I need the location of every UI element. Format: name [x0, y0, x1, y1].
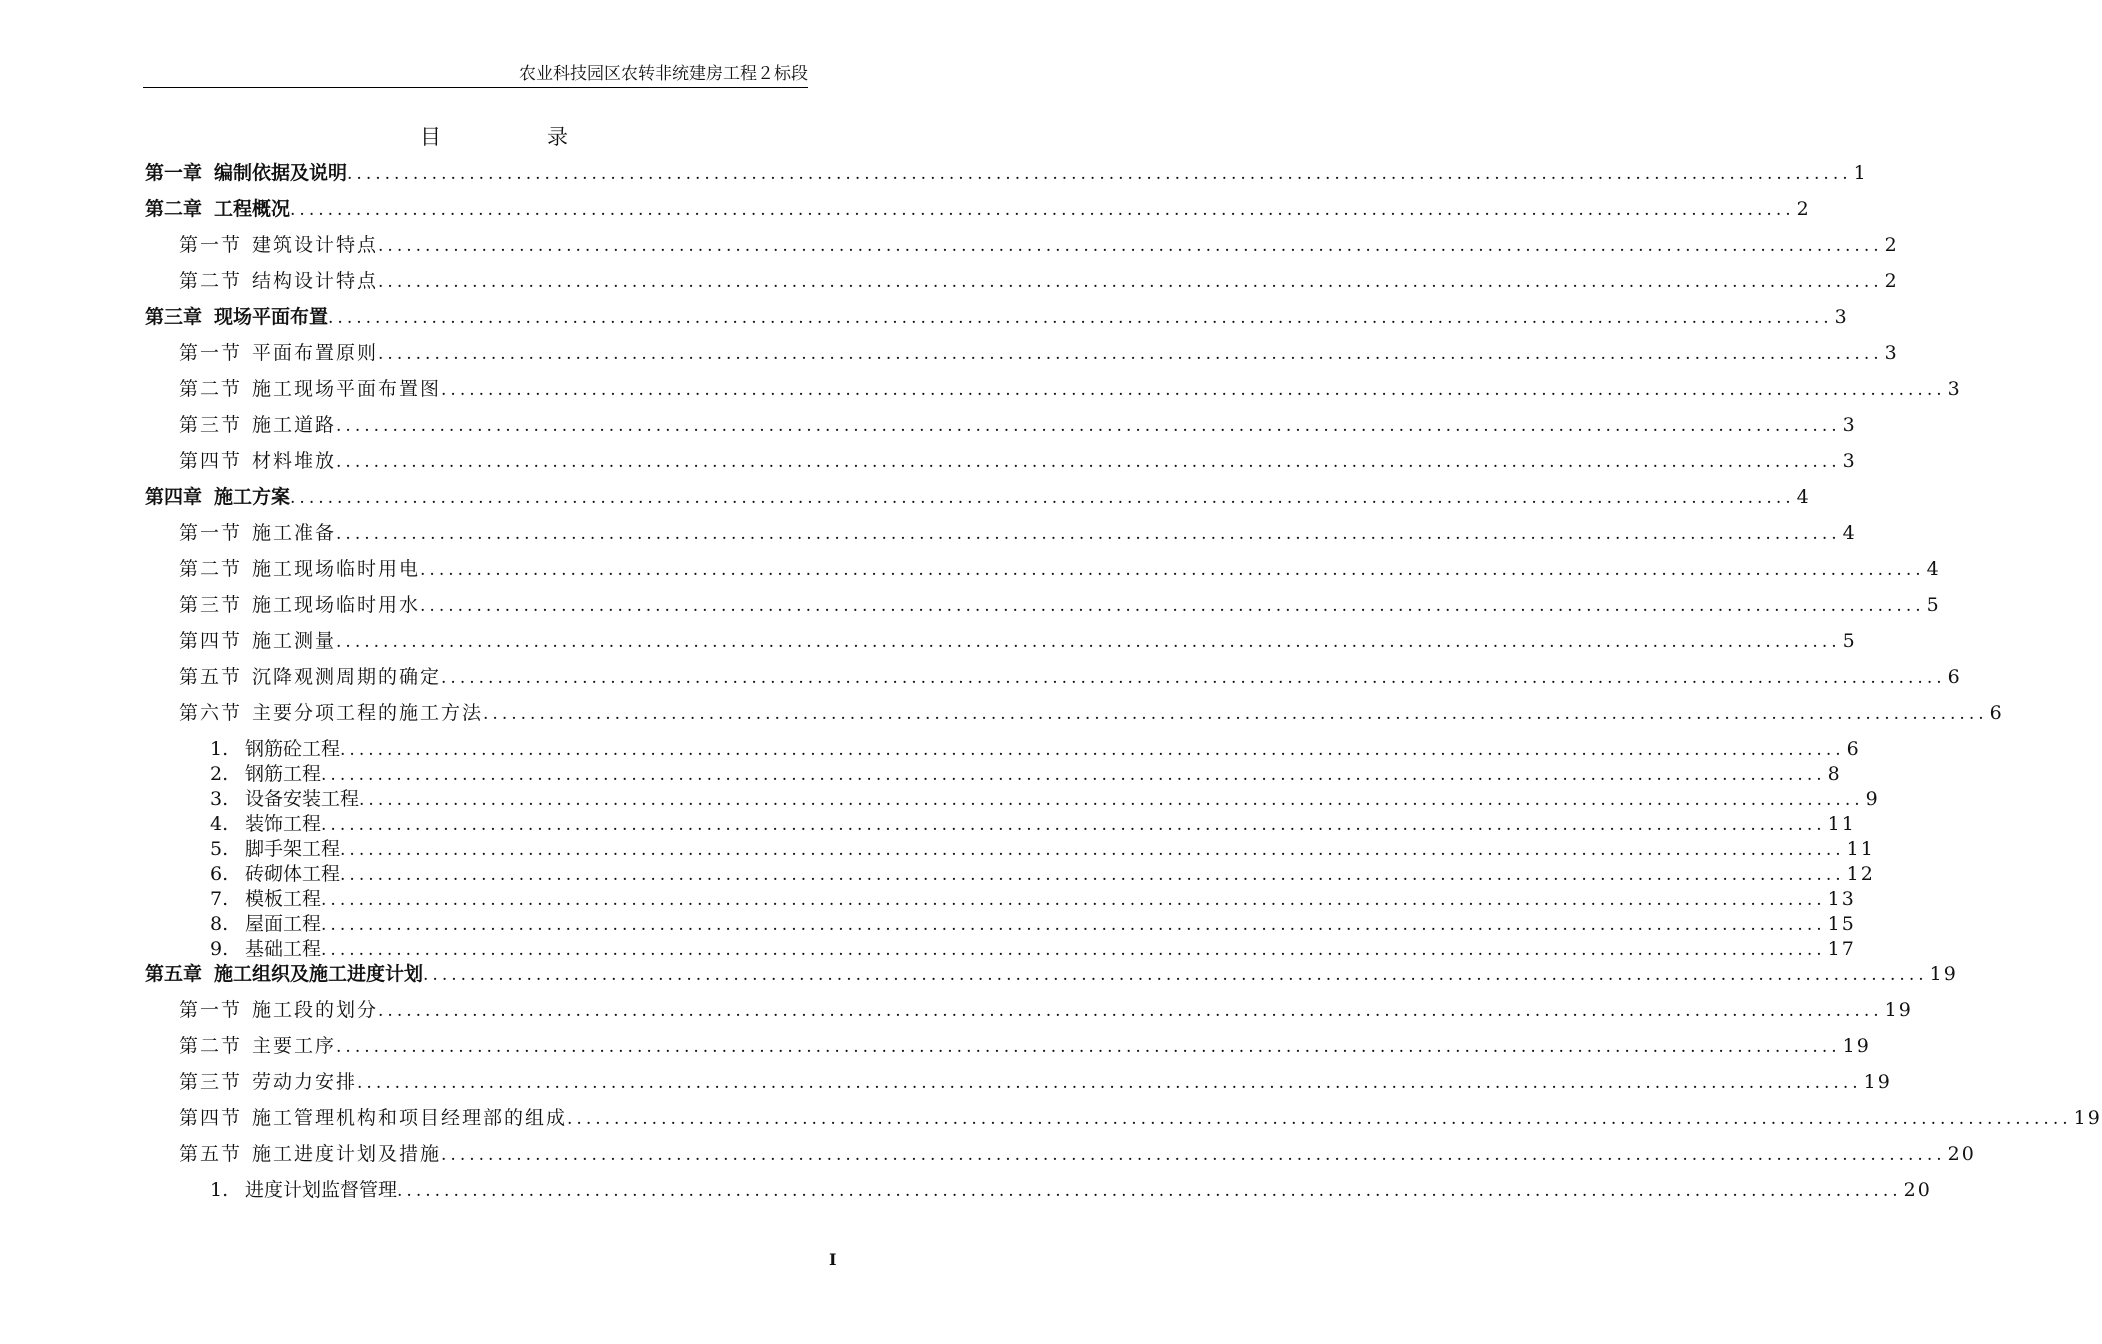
toc-entry-label: [145, 486, 290, 508]
toc-entry[interactable]: [179, 378, 1962, 401]
toc-entry-prefix: 第二节: [179, 558, 243, 580]
toc-entry[interactable]: [179, 702, 2004, 725]
toc-entry-label: [145, 198, 290, 220]
toc-entry-label: [210, 938, 321, 960]
toc-dot-leader: ................................................................................................................................................................: [441, 380, 1946, 400]
toc-dot-leader: ................................................................................................................................................................: [397, 1181, 1902, 1201]
toc-entry-page: 6: [1947, 666, 1962, 688]
toc-entry-label: [210, 763, 321, 785]
toc-entry-prefix: 第二节: [179, 270, 243, 292]
toc-entry-prefix: 第五节: [179, 1143, 243, 1165]
toc-entry-page: 2: [1884, 270, 1899, 292]
toc-entry-page: 1: [1853, 162, 1868, 184]
toc-entry-label: [179, 234, 378, 256]
toc-entry-title: 材料堆放: [252, 450, 337, 472]
toc-entry-title: 主要分项工程的施工方法: [252, 702, 484, 724]
toc-entry-label: [210, 813, 321, 835]
toc-entry-prefix: 5.: [210, 838, 229, 860]
toc-entry-page: 2: [1796, 198, 1811, 220]
toc-entry-title: 模板工程: [245, 888, 322, 910]
toc-dot-leader: ................................................................................................................................................................: [359, 790, 1864, 810]
toc-entry[interactable]: [179, 414, 1857, 437]
toc-dot-leader: ................................................................................................................................................................: [321, 815, 1826, 835]
toc-entry-page: 3: [1947, 378, 1962, 400]
toc-entry-prefix: 第一章: [145, 162, 203, 184]
toc-entry-prefix: 第一节: [179, 342, 243, 364]
toc-entry-page: 6: [1989, 702, 2004, 724]
toc-entry-title: 结构设计特点: [252, 270, 379, 292]
toc-entry-prefix: 第二节: [179, 1035, 243, 1057]
toc-dot-leader: ................................................................................................................................................................: [567, 1109, 2072, 1129]
toc-dot-leader: ................................................................................................................................................................: [336, 452, 1841, 472]
toc-entry-title: 主要工序: [252, 1035, 337, 1057]
toc-entry[interactable]: [210, 888, 1856, 911]
toc-entry-label: [210, 838, 340, 860]
toc-entry-title: 建筑设计特点: [252, 234, 379, 256]
toc-dot-leader: ................................................................................................................................................................: [336, 632, 1841, 652]
toc-entry[interactable]: [210, 863, 1875, 886]
toc-entry-prefix: 第六节: [179, 702, 243, 724]
toc-entry[interactable]: [145, 162, 1868, 185]
toc-dot-leader: ................................................................................................................................................................: [328, 308, 1833, 328]
toc-entry[interactable]: [210, 1179, 1932, 1202]
toc-entry-title: 施工准备: [252, 522, 337, 544]
toc-dot-leader: ................................................................................................................................................................: [441, 1145, 1946, 1165]
toc-entry-prefix: 第三节: [179, 414, 243, 436]
toc-entry-label: [210, 913, 321, 935]
toc-dot-leader: ................................................................................................................................................................: [336, 416, 1841, 436]
toc-entry-prefix: 第二章: [145, 198, 203, 220]
toc-entry[interactable]: [210, 838, 1875, 861]
toc-entry-label: [179, 594, 420, 616]
toc-entry[interactable]: [179, 1035, 1871, 1058]
running-header: 农业科技园区农转非统建房工程２标段: [519, 64, 808, 84]
toc-entry[interactable]: [179, 1143, 1976, 1166]
toc-entry-label: [145, 963, 423, 985]
toc-dot-leader: ................................................................................................................................................................: [441, 668, 1946, 688]
toc-entry-prefix: 2.: [210, 763, 229, 785]
toc-title-left: 目: [420, 125, 441, 149]
toc-entry-prefix: 7.: [210, 888, 229, 910]
toc-entry[interactable]: [179, 450, 1857, 473]
toc-entry-title: 现场平面布置: [214, 306, 329, 328]
toc-entry-label: [179, 666, 441, 688]
toc-entry-prefix: 第四节: [179, 630, 243, 652]
toc-entry[interactable]: [179, 558, 1941, 581]
toc-dot-leader: ................................................................................................................................................................: [423, 965, 1928, 985]
toc-entry-label: [179, 1143, 441, 1165]
toc-entry-label: [179, 630, 336, 652]
toc-entry-label: [179, 1035, 336, 1057]
toc-dot-leader: ................................................................................................................................................................: [378, 272, 1883, 292]
toc-entry-prefix: 第五章: [145, 963, 203, 985]
toc-entry[interactable]: [179, 522, 1857, 545]
toc-dot-leader: ................................................................................................................................................................: [378, 1001, 1883, 1021]
toc-entry-label: [210, 788, 359, 810]
toc-entry[interactable]: [210, 938, 1856, 961]
toc-entry-title: 施工现场平面布置图: [252, 378, 442, 400]
toc-entry-page: 12: [1846, 863, 1875, 885]
toc-entry[interactable]: [210, 763, 1842, 786]
toc-dot-leader: ................................................................................................................................................................: [340, 740, 1845, 760]
toc-entry-page: 5: [1926, 594, 1941, 616]
toc-entry-label: [179, 450, 336, 472]
toc-entry-prefix: 第三节: [179, 1071, 243, 1093]
toc-entry-title: 施工方案: [214, 486, 291, 508]
toc-dot-leader: ................................................................................................................................................................: [336, 1037, 1841, 1057]
toc-entry-label: [179, 270, 378, 292]
toc-dot-leader: ................................................................................................................................................................: [483, 704, 1988, 724]
toc-entry-prefix: 第四章: [145, 486, 203, 508]
toc-entry-page: 15: [1827, 913, 1856, 935]
toc-entry-label: [210, 888, 321, 910]
toc-entry[interactable]: [179, 342, 1899, 365]
toc-entry[interactable]: [210, 813, 1856, 836]
toc-entry-page: 20: [1947, 1143, 1976, 1165]
toc-entry-title: 编制依据及说明: [214, 162, 348, 184]
toc-entry-page: 11: [1846, 838, 1875, 860]
toc-entry-page: 19: [1842, 1035, 1871, 1057]
toc-entry-label: [179, 1071, 357, 1093]
toc-entry-page: 19: [1929, 963, 1958, 985]
toc-entry[interactable]: [145, 486, 1811, 509]
toc-entry-page: 3: [1884, 342, 1899, 364]
toc-entry-label: [179, 414, 336, 436]
toc-entry-label: [179, 378, 441, 400]
toc-entry-prefix: 第四节: [179, 1107, 243, 1129]
toc-entry-label: [145, 306, 328, 328]
toc-entry-title: 工程概况: [214, 198, 291, 220]
toc-entry-title: 屋面工程: [245, 913, 322, 935]
toc-entry-label: [179, 342, 378, 364]
toc-entry-page: 19: [1884, 999, 1913, 1021]
toc-entry[interactable]: [179, 234, 1899, 257]
toc-entry-title: 施工道路: [252, 414, 337, 436]
toc-dot-leader: ................................................................................................................................................................: [321, 765, 1826, 785]
toc-entry-prefix: 第五节: [179, 666, 243, 688]
toc-entry-prefix: 9.: [210, 938, 229, 960]
toc-entry-title: 劳动力安排: [252, 1071, 358, 1093]
toc-dot-leader: ................................................................................................................................................................: [420, 596, 1925, 616]
toc-entry[interactable]: [179, 666, 1962, 689]
toc-entry-page: 4: [1842, 522, 1857, 544]
toc-entry-prefix: 第四节: [179, 450, 243, 472]
toc-title-right: 录: [547, 125, 568, 149]
toc-dot-leader: ................................................................................................................................................................: [321, 890, 1826, 910]
toc-entry-title: 钢筋砼工程: [245, 738, 341, 760]
toc-entry-prefix: 第三节: [179, 594, 243, 616]
toc-entry-title: 施工段的划分: [252, 999, 379, 1021]
toc-dot-leader: ................................................................................................................................................................: [290, 200, 1795, 220]
toc-entry-page: 19: [2073, 1107, 2102, 1129]
toc-entry-prefix: 3.: [210, 788, 229, 810]
toc-entry-title: 施工现场临时用水: [252, 594, 421, 616]
toc-entry-title: 施工进度计划及措施: [252, 1143, 442, 1165]
toc-entry-page: 5: [1842, 630, 1857, 652]
toc-entry-title: 施工测量: [252, 630, 337, 652]
toc-dot-leader: ................................................................................................................................................................: [321, 940, 1826, 960]
toc-entry-page: 11: [1827, 813, 1856, 835]
toc-dot-leader: ................................................................................................................................................................: [336, 524, 1841, 544]
toc-entry-label: [210, 1179, 397, 1201]
toc-entry-title: 施工管理机构和项目经理部的组成: [252, 1107, 568, 1129]
toc-entry-title: 基础工程: [245, 938, 322, 960]
toc-entry-prefix: 第一节: [179, 522, 243, 544]
toc-entry[interactable]: [179, 1071, 1892, 1094]
toc-entry[interactable]: [145, 306, 1849, 329]
toc-entry[interactable]: [145, 198, 1811, 221]
toc-entry-label: [179, 522, 336, 544]
toc-entry[interactable]: [179, 999, 1913, 1022]
toc-entry-prefix: 第二节: [179, 378, 243, 400]
toc-entry-prefix: 1.: [210, 1179, 229, 1201]
toc-entry-page: 4: [1796, 486, 1811, 508]
toc-dot-leader: ................................................................................................................................................................: [290, 488, 1795, 508]
toc-entry-page: 19: [1863, 1071, 1892, 1093]
toc-entry[interactable]: [210, 738, 1861, 761]
toc-entry-label: [179, 702, 483, 724]
toc-entry-page: 4: [1926, 558, 1941, 580]
toc-entry-title: 钢筋工程: [245, 763, 322, 785]
toc-entry-page: 9: [1865, 788, 1880, 810]
toc-entry-title: 砖砌体工程: [245, 863, 341, 885]
toc-entry-page: 20: [1903, 1179, 1932, 1201]
toc-dot-leader: ................................................................................................................................................................: [347, 164, 1852, 184]
toc-entry-title: 进度计划监督管理: [245, 1179, 398, 1201]
toc-entry-title: 施工组织及施工进度计划: [214, 963, 424, 985]
toc-entry-prefix: 4.: [210, 813, 229, 835]
toc-entry-title: 脚手架工程: [245, 838, 341, 860]
toc-entry-prefix: 第一节: [179, 234, 243, 256]
toc-dot-leader: ................................................................................................................................................................: [340, 840, 1845, 860]
header-rule: [143, 87, 808, 88]
toc-entry-page: 3: [1842, 450, 1857, 472]
toc-entry-page: 3: [1842, 414, 1857, 436]
toc-entry-prefix: 第一节: [179, 999, 243, 1021]
page-number: I: [829, 1250, 837, 1269]
toc-dot-leader: ................................................................................................................................................................: [321, 915, 1826, 935]
toc-entry-page: 3: [1834, 306, 1849, 328]
toc-entry[interactable]: [179, 630, 1857, 653]
toc-entry[interactable]: [210, 913, 1856, 936]
toc-entry-title: 沉降观测周期的确定: [252, 666, 442, 688]
toc-entry-prefix: 第三章: [145, 306, 203, 328]
toc-entry-page: 17: [1827, 938, 1856, 960]
toc-entry-title: 装饰工程: [245, 813, 322, 835]
toc-entry-prefix: 8.: [210, 913, 229, 935]
toc-entry-label: [210, 863, 340, 885]
toc-entry-page: 2: [1884, 234, 1899, 256]
toc-entry[interactable]: [179, 1107, 2102, 1130]
toc-entry-prefix: 6.: [210, 863, 229, 885]
toc-entry-label: [179, 999, 378, 1021]
toc-entry-title: 设备安装工程: [245, 788, 360, 810]
toc-entry[interactable]: [179, 270, 1899, 293]
toc-title: [420, 125, 568, 149]
toc-entry-label: [145, 162, 347, 184]
toc-dot-leader: ................................................................................................................................................................: [340, 865, 1845, 885]
toc-entry-page: 6: [1846, 738, 1861, 760]
toc-entry-page: 8: [1827, 763, 1842, 785]
toc-entry-title: 平面布置原则: [252, 342, 379, 364]
toc-entry-page: 13: [1827, 888, 1856, 910]
toc-dot-leader: ................................................................................................................................................................: [378, 236, 1883, 256]
toc-entry[interactable]: [179, 594, 1941, 617]
toc-entry-title: 施工现场临时用电: [252, 558, 421, 580]
toc-entry[interactable]: [145, 963, 1958, 986]
toc-entry-label: [179, 558, 420, 580]
toc-dot-leader: ................................................................................................................................................................: [420, 560, 1925, 580]
toc-entry-label: [210, 738, 340, 760]
toc-entry-label: [179, 1107, 567, 1129]
toc-entry[interactable]: [210, 788, 1880, 811]
toc-entry-prefix: 1.: [210, 738, 229, 760]
toc-dot-leader: ................................................................................................................................................................: [378, 344, 1883, 364]
toc-dot-leader: ................................................................................................................................................................: [357, 1073, 1862, 1093]
